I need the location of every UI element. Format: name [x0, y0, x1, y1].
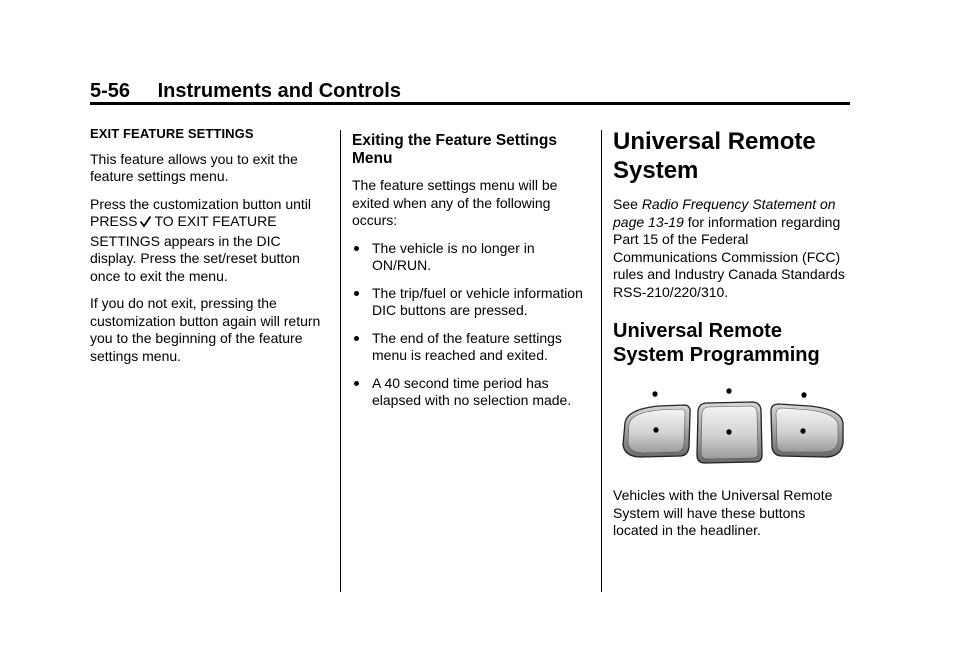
- checkmark-icon: [139, 215, 152, 233]
- list-item: The vehicle is no longer in ON/RUN.: [352, 240, 592, 275]
- universal-remote-heading: Universal Remote System: [613, 128, 816, 184]
- bullet-icon: [354, 336, 359, 341]
- universal-remote-buttons-illustration: [619, 387, 847, 465]
- bullet-icon: [354, 246, 359, 251]
- list-item: The end of the feature settings menu is reached and exited.: [352, 330, 592, 365]
- paragraph: If you do not exit, pressing the customization button again will return you to the beginning of the feature settings menu.: [90, 295, 321, 364]
- page-header: [90, 80, 401, 103]
- programming-heading: Universal Remote System Programming: [613, 320, 820, 366]
- column-divider: [340, 130, 341, 592]
- text: Press the customization button until PRESS: [90, 195, 312, 229]
- bullet-icon: [354, 291, 359, 296]
- text: TO EXIT FEATURE SETTINGS appears in the DIC display. Press the set/reset button once to exit the menu.: [90, 213, 300, 284]
- header-rule: [90, 102, 850, 105]
- list-item: The trip/fuel or vehicle information DIC buttons are pressed.: [352, 285, 592, 320]
- caption: Vehicles with the Universal Remote System will have these buttons located in the headliner.: [613, 487, 833, 538]
- section-title: Instruments and Controls: [157, 80, 401, 102]
- column-divider: [601, 130, 602, 592]
- paragraph: See Radio Frequency Statement on page 13-19 for information regarding Part 15 of the Federal Communications Commission (FCC) rules and Industry Canada Standards RSS-210/220/310.: [613, 196, 845, 300]
- exiting-menu-heading: Exiting the Feature Settings Menu: [352, 132, 557, 167]
- paragraph: [90, 196, 330, 286]
- cross-reference: Radio Frequency Statement on page 13-19: [613, 196, 836, 230]
- page-number: 5-56: [90, 80, 131, 102]
- list-item: A 40 second time period has elapsed with no selection made.: [352, 375, 592, 410]
- bullet-list: [352, 240, 592, 410]
- column-1: [90, 125, 330, 375]
- paragraph: The feature settings menu will be exited when any of the following occurs:: [352, 177, 558, 228]
- bullet-icon: [354, 381, 359, 386]
- column-2: [352, 125, 592, 420]
- column-3: [613, 125, 853, 550]
- paragraph: This feature allows you to exit the feature settings menu.: [90, 150, 298, 184]
- exit-feature-settings-heading: EXIT FEATURE SETTINGS: [90, 126, 254, 141]
